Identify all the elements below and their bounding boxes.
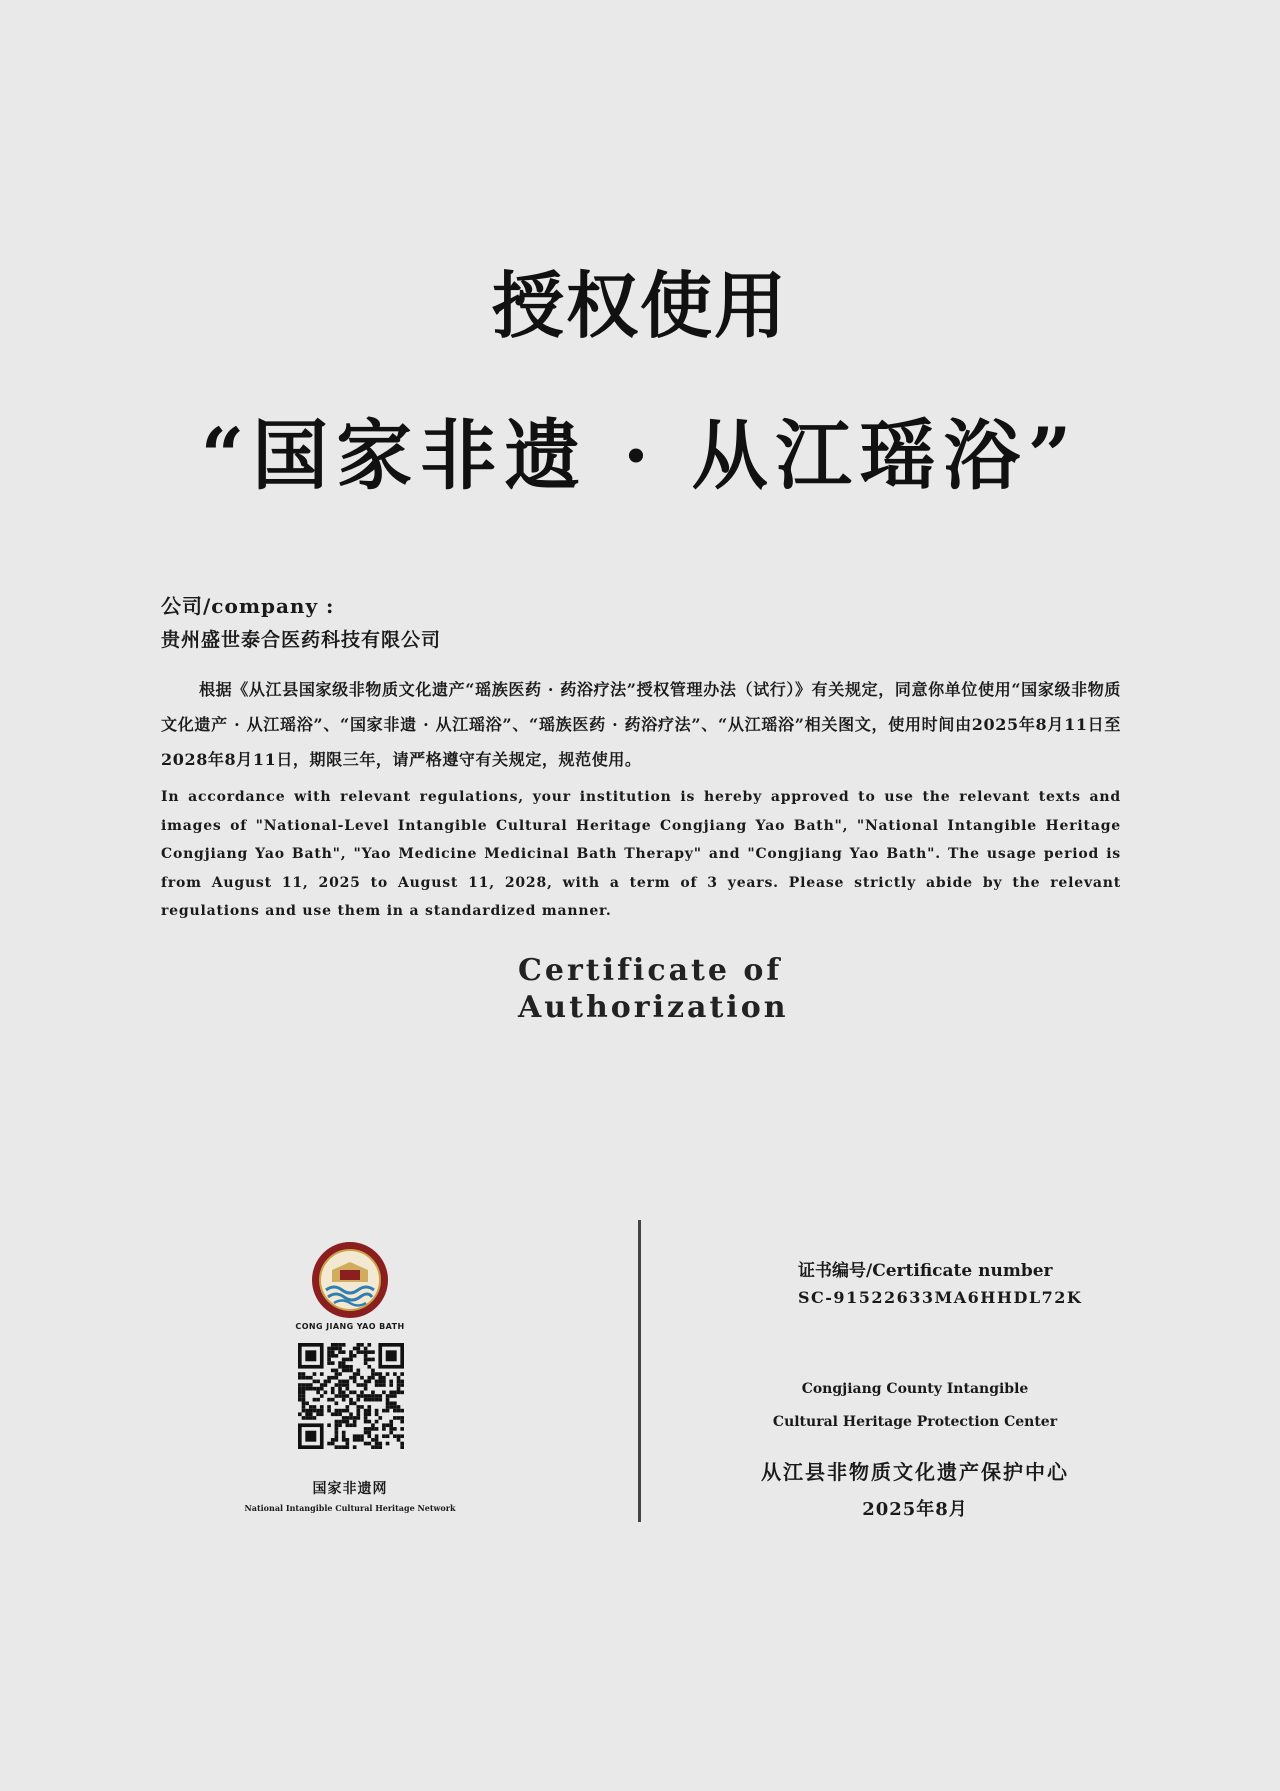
certificate-title (518, 952, 789, 1026)
company-name: 贵州盛世泰合医药科技有限公司 (161, 629, 442, 651)
certificate-title-line2: Authorization (518, 990, 789, 1025)
logo-brand-caption: CONG JIANG YAO BATH (295, 1322, 405, 1331)
qr-caption-cn: 国家非遗网 (312, 1481, 388, 1497)
yao-bath-logo (310, 1240, 390, 1320)
authorization-text-en: In accordance with relevant regulations, your institution is hereby approved to use the relevant texts and images of "National-Level Intangible Cultural Heritage Congjiang Yao Bath", "National Intangible Heritage Congjiang Yao Bath", "Yao Medicine Medicinal Bath Therapy" and "Congjiang Yao Bath". The usage period is from August 11, 2025 to August 11, 2028, with a term of 3 years. Please strictly abide by the relevant regulations and use them in a standardized manner. (161, 789, 1121, 919)
certificate-number: SC-91522633MA6HHDL72K (798, 1288, 1083, 1307)
page-subtitle: “国家非遗 · 从江瑶浴” (200, 411, 1080, 500)
qr-code[interactable] (298, 1343, 404, 1449)
authorization-text-cn: 根据《从江县国家级非物质文化遗产“瑶族医药 · 药浴疗法”授权管理办法（试行）》有关规定，同意你单位使用“国家级非物质文化遗产 · 从江瑶浴”、“国家非遗 · 从江瑶浴”、“瑶族医药 · 药浴疗法”、“从江瑶浴”相关图文，使用时间由2025年8月11日至2028年8月11日，期限三年，请严格遵守有关规定，规范使用。 (161, 680, 1121, 769)
issuer-name-cn: 从江县非物质文化遗产保护中心 (761, 1460, 1069, 1484)
issuer-name-en-line2: Cultural Heritage Protection Center (772, 1414, 1058, 1430)
page-title: 授权使用 (491, 264, 788, 348)
certificate-title-line1: Certificate of (518, 953, 783, 988)
vertical-divider (638, 1220, 641, 1522)
issuer-name-en-line1: Congjiang County Intangible (801, 1381, 1029, 1397)
company-label: 公司/company : (161, 594, 335, 618)
certificate-number-label: 证书编号/Certificate number (798, 1261, 1053, 1281)
issue-date: 2025年8月 (862, 1499, 968, 1520)
qr-caption-en: National Intangible Cultural Heritage Network (244, 1503, 456, 1513)
yao-bath-logo-icon (310, 1240, 390, 1320)
qr-code-icon (298, 1343, 404, 1449)
